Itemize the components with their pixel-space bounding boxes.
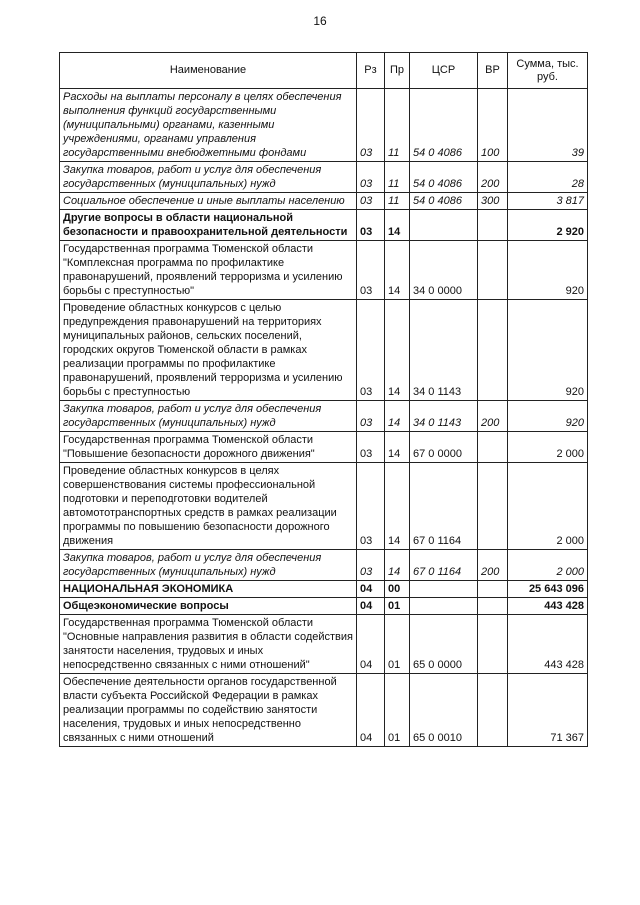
budget-table [59, 52, 588, 747]
table-row [60, 432, 588, 463]
row-pr: 00 [385, 581, 410, 598]
row-rz: 04 [357, 581, 385, 598]
row-rz: 03 [357, 210, 385, 241]
row-name: Государственная программа Тюменской области "Комплексная программа по профилактике правонарушений, проявлений терроризма и усилению борьбы с преступностью" [60, 241, 357, 300]
row-sum: 920 [508, 401, 588, 432]
row-sum: 25 643 096 [508, 581, 588, 598]
row-rz: 03 [357, 432, 385, 463]
row-vr: 200 [478, 401, 508, 432]
row-sum: 920 [508, 300, 588, 401]
row-rz: 03 [357, 241, 385, 300]
row-pr: 14 [385, 550, 410, 581]
row-vr: 200 [478, 162, 508, 193]
table-row [60, 210, 588, 241]
table-row [60, 581, 588, 598]
row-sum: 28 [508, 162, 588, 193]
row-sum: 2 000 [508, 550, 588, 581]
row-pr: 01 [385, 615, 410, 674]
row-vr [478, 615, 508, 674]
table-row [60, 241, 588, 300]
row-rz: 03 [357, 89, 385, 162]
row-csr: 54 0 4086 [410, 89, 478, 162]
row-sum: 920 [508, 241, 588, 300]
row-sum: 2 000 [508, 463, 588, 550]
row-rz: 03 [357, 401, 385, 432]
row-csr: 65 0 0010 [410, 674, 478, 747]
row-name: Обеспечение деятельности органов государственной власти субъекта Российской Федерации в рамках реализации программы по содействию занятости населения, трудовых и иных непосредственно связанных с ними отношений [60, 674, 357, 747]
row-pr: 14 [385, 463, 410, 550]
row-name: Расходы на выплаты персоналу в целях обеспечения выполнения функций государственными (муниципальными) органами, казенными учреждениями, органами управления государственными внебюджетными фондами [60, 89, 357, 162]
row-sum: 443 428 [508, 615, 588, 674]
header-vr: ВР [478, 53, 508, 89]
row-vr [478, 581, 508, 598]
table-row [60, 401, 588, 432]
header-csr: ЦСР [410, 53, 478, 89]
row-sum: 39 [508, 89, 588, 162]
row-pr: 01 [385, 598, 410, 615]
row-vr [478, 432, 508, 463]
row-vr: 300 [478, 193, 508, 210]
row-pr: 14 [385, 210, 410, 241]
row-rz: 04 [357, 674, 385, 747]
table-row [60, 162, 588, 193]
row-csr [410, 210, 478, 241]
row-vr: 200 [478, 550, 508, 581]
row-sum: 2 920 [508, 210, 588, 241]
row-name: НАЦИОНАЛЬНАЯ ЭКОНОМИКА [60, 581, 357, 598]
row-sum: 443 428 [508, 598, 588, 615]
row-name: Закупка товаров, работ и услуг для обеспечения государственных (муниципальных) нужд [60, 401, 357, 432]
row-csr: 67 0 0000 [410, 432, 478, 463]
table-row [60, 550, 588, 581]
page-number: 16 [313, 14, 327, 28]
row-name: Проведение областных конкурсов в целях совершенствования системы профессиональной подготовки и переподготовки водителей автомототранспортных средств в рамках реализации программы по повышению безопасности дорожного движения [60, 463, 357, 550]
row-vr [478, 463, 508, 550]
header-rz: Рз [357, 53, 385, 89]
row-name: Общеэкономические вопросы [60, 598, 357, 615]
row-pr: 14 [385, 432, 410, 463]
row-rz: 03 [357, 193, 385, 210]
row-name: Проведение областных конкурсов с целью предупреждения правонарушений на территориях муниципальных районов, сельских поселений, городских округов Тюменской области в рамках реализации программы по профилактике правонарушений, проявлений терроризма и усилению борьбы с преступностью [60, 300, 357, 401]
table-row [60, 89, 588, 162]
row-pr: 01 [385, 674, 410, 747]
row-vr [478, 300, 508, 401]
row-pr: 11 [385, 193, 410, 210]
row-csr: 54 0 4086 [410, 162, 478, 193]
table-row [60, 674, 588, 747]
row-rz: 04 [357, 598, 385, 615]
row-vr [478, 210, 508, 241]
table-row [60, 193, 588, 210]
row-rz: 04 [357, 615, 385, 674]
header-name: Наименование [60, 53, 357, 89]
row-csr [410, 581, 478, 598]
header-pr: Пр [385, 53, 410, 89]
row-name: Другие вопросы в области национальной безопасности и правоохранительной деятельности [60, 210, 357, 241]
row-pr: 14 [385, 401, 410, 432]
row-sum: 71 367 [508, 674, 588, 747]
row-pr: 11 [385, 162, 410, 193]
row-name: Закупка товаров, работ и услуг для обеспечения государственных (муниципальных) нужд [60, 550, 357, 581]
row-pr: 14 [385, 300, 410, 401]
row-sum: 3 817 [508, 193, 588, 210]
row-csr: 67 0 1164 [410, 550, 478, 581]
row-csr: 34 0 1143 [410, 300, 478, 401]
row-pr: 14 [385, 241, 410, 300]
row-name: Государственная программа Тюменской области "Повышение безопасности дорожного движения" [60, 432, 357, 463]
row-name: Социальное обеспечение и иные выплаты населению [60, 193, 357, 210]
row-vr [478, 241, 508, 300]
row-csr: 67 0 1164 [410, 463, 478, 550]
row-rz: 03 [357, 300, 385, 401]
table-row [60, 598, 588, 615]
row-vr: 100 [478, 89, 508, 162]
row-sum: 2 000 [508, 432, 588, 463]
row-csr: 54 0 4086 [410, 193, 478, 210]
row-csr: 34 0 1143 [410, 401, 478, 432]
row-name: Закупка товаров, работ и услуг для обеспечения государственных (муниципальных) нужд [60, 162, 357, 193]
header-sum: Сумма, тыс. руб. [508, 53, 588, 89]
row-vr [478, 674, 508, 747]
row-rz: 03 [357, 162, 385, 193]
row-pr: 11 [385, 89, 410, 162]
row-name: Государственная программа Тюменской области "Основные направления развития в области содействия занятости населения, трудовых и иных непосредственно связанных с ними отношений" [60, 615, 357, 674]
table-row [60, 463, 588, 550]
row-vr [478, 598, 508, 615]
row-rz: 03 [357, 463, 385, 550]
row-csr [410, 598, 478, 615]
table-row [60, 615, 588, 674]
table-row [60, 300, 588, 401]
table-header-row [60, 53, 588, 89]
row-csr: 65 0 0000 [410, 615, 478, 674]
row-rz: 03 [357, 550, 385, 581]
row-csr: 34 0 0000 [410, 241, 478, 300]
